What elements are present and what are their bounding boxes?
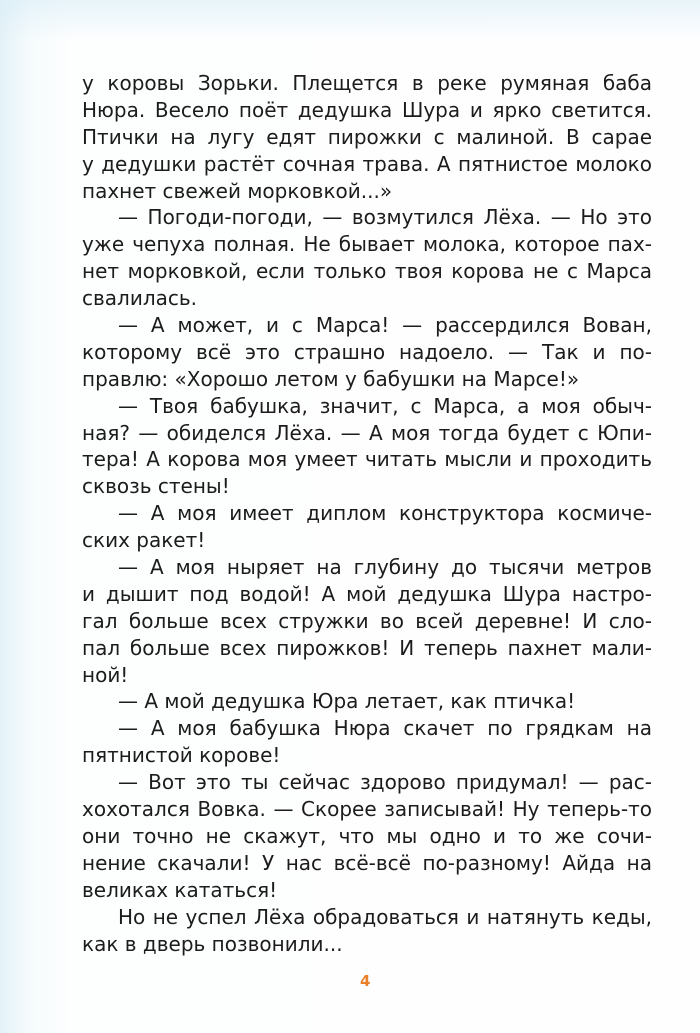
text-line: которому всё это страшно надоело. — Так и по- <box>82 339 652 364</box>
text-line: пятнистой корове! <box>82 743 281 768</box>
text-line: — Вот это ты сейчас здорово придумал! — рас- <box>118 770 652 795</box>
text-line: — А может, и с Марса! — рассердился Вован, <box>118 313 652 338</box>
text-line: Но не успел Лёха обрадоваться и натянуть кеды, <box>118 904 652 929</box>
story-text <box>82 70 652 957</box>
text-line: ских ракет! <box>82 528 206 553</box>
text-line: — Погоди-погоди, — возмутился Лёха. — Но это <box>118 205 652 230</box>
text-line: Нюра. Весело поёт дедушка Шура и ярко светится. <box>82 97 652 122</box>
page-edge-tint <box>0 0 700 40</box>
text-line: — Твоя бабушка, значит, с Марса, а моя обыч- <box>118 393 652 418</box>
text-line: тера! А корова моя умеет читать мысли и проходить <box>82 447 652 472</box>
text-line: гал больше всех стружки во всей деревне! И сло- <box>82 608 652 633</box>
text-line: — А моя бабушка Нюра скачет по грядкам на <box>118 716 652 741</box>
text-line: нет морковкой, если только твоя корова не с Марса <box>82 259 652 284</box>
text-line: правлю: «Хорошо летом у бабушки на Марсе!» <box>82 366 580 391</box>
text-line: пахнет свежей морковкой...» <box>82 178 393 203</box>
text-line: Птички на лугу едят пирожки с малиной. В сарае <box>82 124 652 149</box>
text-line: у коровы Зорьки. Плещется в реке румяная баба <box>82 71 652 95</box>
text-line: великах кататься! <box>82 877 278 902</box>
text-line: у дедушки растёт сочная трава. А пятнистое молоко <box>82 151 652 176</box>
text-line: — А мой дедушка Юра летает, как птичка! <box>118 689 576 714</box>
page-number: 4 <box>360 972 371 990</box>
text-line: они точно не скажут, что мы одно и то же сочи- <box>82 823 652 848</box>
text-line: свалилась. <box>82 286 197 311</box>
text-line: ная? — обиделся Лёха. — А моя тогда будет с Юпи- <box>82 420 652 445</box>
text-line: хохотался Вовка. — Скорее записывай! Ну теперь-то <box>82 797 652 822</box>
text-line: сквозь стены! <box>82 474 230 499</box>
text-line: нение скачали! У нас всё-всё по-разному! Айда на <box>82 850 652 875</box>
text-line: пал больше всех пирожков! И теперь пахнет мали- <box>82 635 652 660</box>
text-line: — А моя ныряет на глубину до тысячи метров <box>118 555 652 580</box>
text-line: как в дверь позвонили... <box>82 931 343 956</box>
text-line: и дышит под водой! А мой дедушка Шура настро- <box>82 581 652 606</box>
text-line: — А моя имеет диплом конструктора космиче- <box>118 501 652 526</box>
text-line: уже чепуха полная. Не бывает молока, которое пах- <box>82 232 652 257</box>
text-line: ной! <box>82 662 129 687</box>
